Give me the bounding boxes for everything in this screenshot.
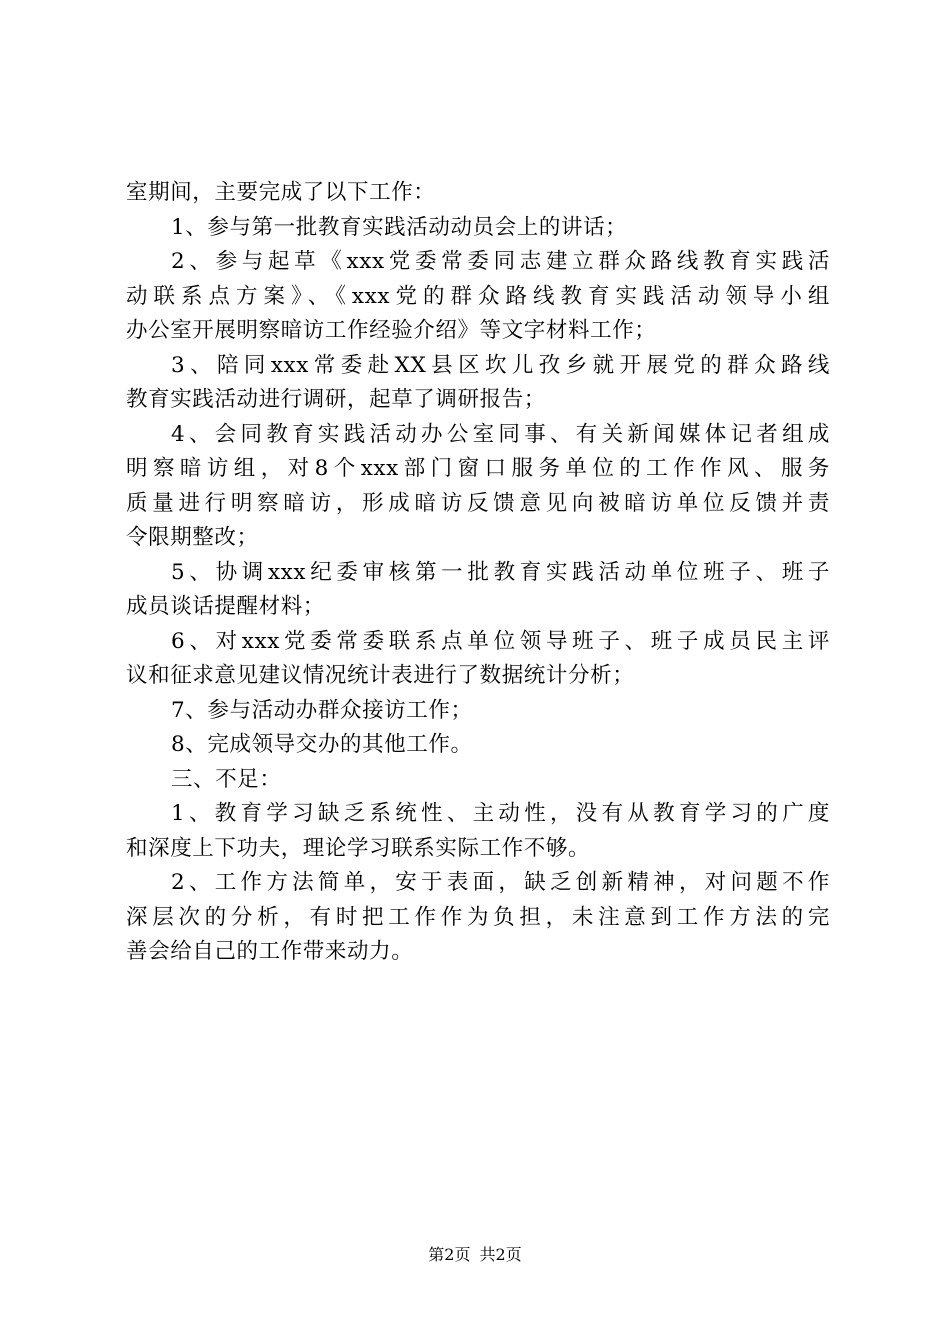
paragraph-line: 1、教育学习缺乏系统性、主动性，没有从教育学习的广度	[171, 801, 830, 826]
paragraph-line: 2、工作方法简单，安于表面，缺乏创新精神，对问题不作	[171, 870, 830, 895]
paragraph-line: 令限期整改；	[126, 525, 259, 550]
paragraph-line: 2、参与起草《xxx党委常委同志建立群众路线教育实践活	[171, 249, 830, 274]
paragraph-line: 成员谈话提醒材料；	[126, 594, 325, 619]
paragraph-line: 议和征求意见建议情况统计表进行了数据统计分析；	[126, 663, 635, 688]
page-footer	[0, 1244, 950, 1266]
paragraph-line: 深层次的分析，有时把工作作为负担，未注意到工作方法的完	[126, 904, 830, 930]
paragraph-line: 6、对xxx党委常委联系点单位领导班子、班子成员民主评	[171, 628, 830, 654]
paragraph-line: 动联系点方案》、《xxx党的群众路线教育实践活动领导小组	[126, 283, 830, 309]
paragraph-line: 8、完成领导交办的其他工作。	[171, 732, 473, 757]
page-number: 第2页	[428, 1245, 471, 1264]
paragraph-line: 明察暗访组，对8个xxx部门窗口服务单位的工作作风、服务	[126, 456, 830, 481]
page-total: 共2页	[479, 1245, 522, 1264]
document-body	[126, 176, 830, 970]
paragraph-line: 教育实践活动进行调研，起草了调研报告；	[126, 387, 546, 412]
paragraph-line: 和深度上下功夫，理论学习联系实际工作不够。	[126, 835, 591, 861]
paragraph-line: 3、陪同xxx常委赴XX县区坎儿孜乡就开展党的群众路线	[171, 352, 830, 378]
paragraph-line: 5、协调xxx纪委审核第一批教育实践活动单位班子、班子	[171, 559, 830, 585]
paragraph-line: 7、参与活动办群众接访工作；	[171, 697, 473, 723]
paragraph-line: 1、参与第一批教育实践活动动员会上的讲话；	[171, 214, 628, 240]
paragraph-line: 善会给自己的工作带来动力。	[126, 939, 414, 964]
paragraph-line: 4、会同教育实践活动办公室同事、有关新闻媒体记者组成	[171, 421, 830, 447]
paragraph-line: 质量进行明察暗访，形成暗访反馈意见向被暗访单位反馈并责	[126, 490, 830, 516]
paragraph-line: 室期间，主要完成了以下工作：	[126, 180, 436, 205]
paragraph-line: 办公室开展明察暗访工作经验介绍》等文字材料工作；	[126, 318, 657, 343]
section-heading: 三、不足：	[171, 766, 282, 792]
